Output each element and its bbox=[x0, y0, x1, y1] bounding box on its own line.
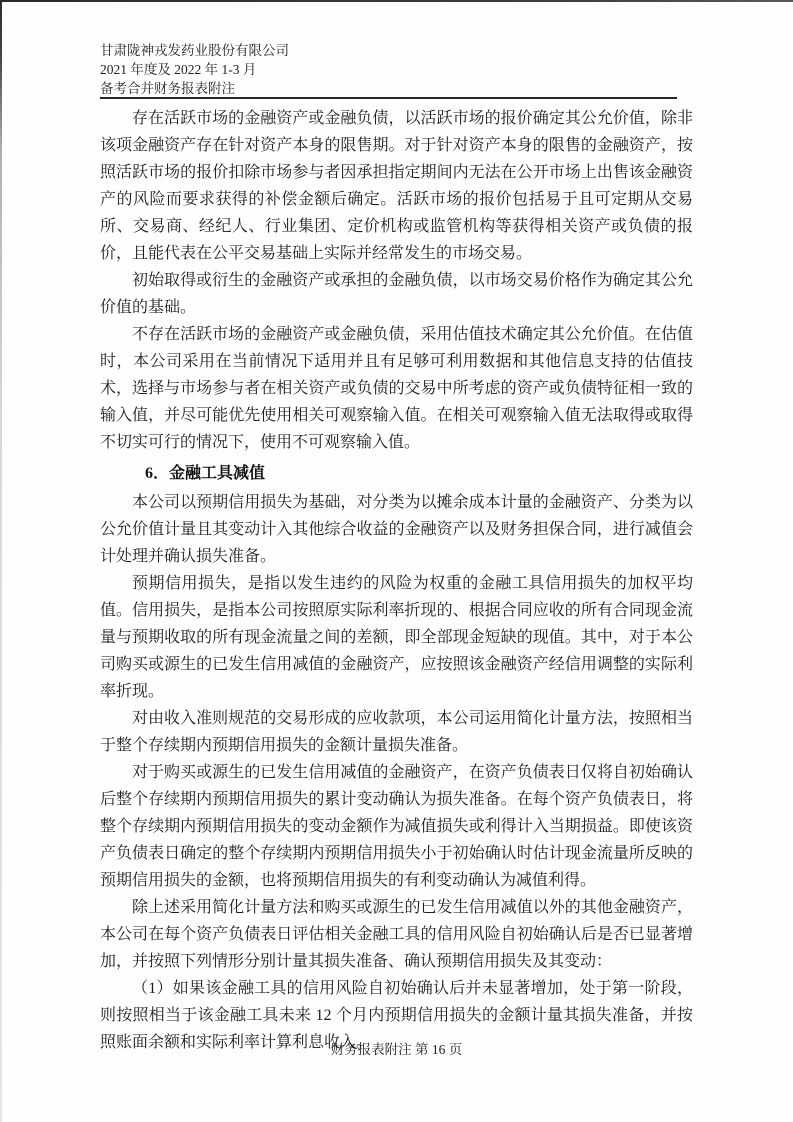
footer-page-label: 财务报表附注 第 16 页 bbox=[330, 1042, 463, 1057]
paragraph-fair-value-active-market: 存在活跃市场的金融资产或金融负债，以活跃市场的报价确定其公允价值，除非该项金融资产存在针对资产本身的限售期。对于针对资产本身的限售的金融资产，按照活跃市场的报价扣除市场参与者因承担指定期间内无法在公开市场上出售该金融资产的风险而要求获得的补偿金额后确定。活跃市场的报价包括易于且可定期从交易所、交易商、经纪人、行业集团、定价机构或监管机构等获得相关资产或负债的报价，且能代表在公平交易基础上实际并经常发生的市场交易。 bbox=[100, 110, 693, 262]
section-heading-impairment: 6．金融工具减值 bbox=[145, 465, 266, 482]
report-title: 备考合并财务报表附注 bbox=[100, 81, 235, 96]
scan-edge-top bbox=[0, 0, 793, 2]
paragraph-receivables-simplified: 对由收入准则规范的交易形成的应收款项，本公司运用简化计量方法，按照相当于整个存续期内预期信用损失的金额计量损失准备。 bbox=[100, 710, 693, 754]
document-body bbox=[100, 105, 693, 1056]
paragraph-initial-acquisition: 初始取得或衍生的金融资产或承担的金融负债，以市场交易价格作为确定其公允价值的基础。 bbox=[100, 272, 693, 316]
scan-edge-left bbox=[0, 0, 2, 1122]
paragraph-stage-one: （1）如果该金融工具的信用风险自初始确认后并未显著增加，处于第一阶段，则按照相当于该金融工具未来 12 个月内预期信用损失的金额计量其损失准备，并按照账面余额和实际利率计算利息收入。 bbox=[100, 980, 693, 1051]
paragraph-credit-impaired-assets: 对于购买或源生的已发生信用减值的金融资产，在资产负债表日仅将自初始确认后整个存续期内预期信用损失的累计变动确认为损失准备。在每个资产负债表日，将整个存续期内预期信用损失的变动金额作为减值损失或利得计入当期损益。即使该资产负债表日确定的整个存续期内预期信用损失小于初始确认时估计现金流量所反映的预期信用损失的金额，也将预期信用损失的有利变动确认为减值利得。 bbox=[100, 764, 693, 889]
paragraph-no-active-market: 不存在活跃市场的金融资产或金融负债，采用估值技术确定其公允价值。在估值时，本公司采用在当前情况下适用并且有足够可利用数据和其他信息支持的估值技术，选择与市场参与者在相关资产或负债的交易中所考虑的资产或负债特征相一致的输入值，并尽可能优先使用相关可观察输入值。在相关可观察输入值无法取得或取得不切实可行的情况下，使用不可观察输入值。 bbox=[100, 326, 693, 451]
header-divider bbox=[100, 97, 677, 99]
paragraph-ecl-definition: 预期信用损失，是指以发生违约的风险为权重的金融工具信用损失的加权平均值。信用损失，是指本公司按照原实际利率折现的、根据合同应收的所有合同现金流量与预期收取的所有现金流量之间的差额，即全部现金短缺的现值。其中，对于本公司购买或源生的已发生信用减值的金融资产，应按照该金融资产经信用调整的实际利率折现。 bbox=[100, 575, 693, 700]
paragraph-ecl-basis: 本公司以预期信用损失为基础，对分类为以摊余成本计量的金融资产、分类为以公允价值计量且其变动计入其他综合收益的金融资产以及财务担保合同，进行减值会计处理并确认损失准备。 bbox=[100, 494, 693, 565]
report-period: 2021 年度及 2022 年 1-3 月 bbox=[100, 62, 257, 77]
document-header bbox=[100, 41, 677, 98]
paragraph-other-financial-assets: 除上述采用简化计量方法和购买或源生的已发生信用减值以外的其他金融资产，本公司在每个资产负债表日评估相关金融工具的信用风险自初始确认后是否已显著增加，并按照下列情形分别计量其损失准备、确认预期信用损失及其变动： bbox=[100, 899, 693, 970]
company-name: 甘肃陇神戎发药业股份有限公司 bbox=[100, 43, 289, 58]
page-footer bbox=[100, 1038, 693, 1058]
